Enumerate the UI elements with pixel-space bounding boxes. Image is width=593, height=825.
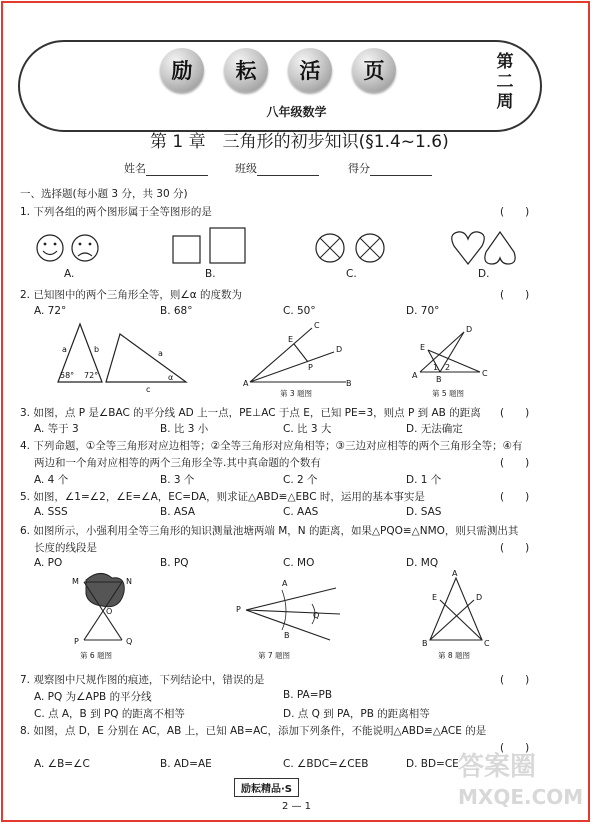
- fig-label: D: [336, 345, 343, 354]
- answer-paren: ( ): [500, 674, 530, 686]
- fig-label: P: [308, 363, 313, 372]
- q4-option: A. 4 个: [34, 474, 69, 486]
- answer-paren: ( ): [500, 742, 530, 754]
- q2-option: D. 70°: [406, 305, 440, 317]
- q5-option: D. SAS: [406, 506, 442, 518]
- answer-paren: ( ): [500, 289, 530, 301]
- q1-option: A.: [64, 268, 75, 280]
- q5-option: C. AAS: [283, 506, 319, 518]
- fig-label: E: [288, 335, 294, 344]
- fig-label: 1: [433, 363, 439, 372]
- q6-option: D. MQ: [406, 557, 439, 569]
- q4-option: B. 3 个: [160, 474, 195, 486]
- answer-paren: ( ): [500, 206, 530, 218]
- question-8: 8. 如图，点 D，E 分别在 AC，AB 上，已知 AB=AC，添加下列条件，不能说明△ABD≌△ACE 的是: [20, 725, 487, 737]
- q1-figures: [30, 226, 530, 272]
- logo-char: 励: [160, 48, 204, 92]
- figure-caption: 第 7 题图: [258, 651, 291, 660]
- fig-label: C: [314, 321, 320, 330]
- footer-brand: 励耘精品·S: [234, 778, 299, 797]
- name-field: 姓名: [124, 160, 208, 176]
- q7-option: A. PQ 为∠APB 的平分线: [34, 691, 152, 703]
- question-4-line2: 两边和一个角对应相等的两个三角形全等.其中真命题的个数有: [34, 457, 321, 469]
- fig-label: A: [243, 379, 249, 388]
- q2-option: B. 68°: [160, 305, 193, 317]
- q3-option: C. 比 3 大: [283, 423, 332, 435]
- logo-char: 活: [288, 48, 332, 92]
- q2-option: A. 72°: [34, 305, 67, 317]
- fig-label: Q: [313, 611, 320, 620]
- fig-label: a: [62, 345, 67, 354]
- subject-title: 八年级数学: [266, 105, 327, 119]
- q3-option: B. 比 3 小: [160, 423, 209, 435]
- q7-option: B. PA=PB: [283, 689, 333, 701]
- fig-label: E: [420, 343, 426, 352]
- question-1: 1. 下列各组的两个图形属于全等图形的是: [20, 206, 212, 218]
- fig-label: B: [436, 375, 442, 384]
- fig-label: O: [106, 607, 113, 616]
- week-char: 二: [496, 72, 514, 92]
- q3-option: A. 等于 3: [34, 423, 79, 435]
- fig-label: D: [466, 325, 473, 334]
- question-6: 6. 如图所示，小强利用全等三角形的知识测量池塘两端 M，N 的距离，如果△PQO≌△NMO，则只需测出其: [20, 525, 519, 537]
- watermark-line: 答案圈: [458, 752, 537, 782]
- figure-caption: 第 5 题图: [432, 389, 465, 398]
- figure-caption: 第 6 题图: [80, 651, 113, 660]
- class-field: 班级: [235, 160, 319, 176]
- fig-label: Q: [126, 637, 133, 646]
- logo-char: 耘: [224, 48, 268, 92]
- fig-label: A: [452, 570, 458, 578]
- question-3: 3. 如图，点 P 是∠BAC 的平分线 AD 上一点，PE⊥AC 于点 E，已知 PE=3，则点 P 到 AB 的距离: [20, 407, 481, 419]
- q7-option: C. 点 A，B 到 PQ 的距离不相等: [34, 708, 185, 720]
- figure-caption: 第 3 题图: [280, 389, 313, 398]
- week-char: 第: [496, 52, 514, 72]
- q4-option: D. 1 个: [406, 474, 442, 486]
- fig-label: α: [168, 373, 174, 382]
- answer-paren: ( ): [500, 407, 530, 419]
- chapter-title: 第 1 章 三角形的初步知识(§1.4~1.6): [150, 132, 449, 152]
- q6-option: C. MO: [283, 557, 315, 569]
- q8-option: C. ∠BDC=∠CEB: [283, 758, 369, 770]
- q5-option: A. SSS: [34, 506, 68, 518]
- question-6-line2: 长度的线段是: [34, 542, 97, 554]
- fig-label: C: [482, 369, 488, 378]
- q7-option: D. 点 Q 到 PA，PB 的距离相等: [283, 708, 430, 720]
- fig-label: 2: [445, 363, 451, 372]
- figure-caption: 第 8 题图: [438, 651, 471, 660]
- question-7: 7. 观察图中尺规作图的痕迹，下列结论中，错误的是: [20, 674, 265, 686]
- q1-option: C.: [346, 268, 357, 280]
- fig-label: B: [346, 379, 352, 388]
- fig-label: C: [484, 639, 490, 648]
- question-2: 2. 已知图中的两个三角形全等，则∠α 的度数为: [20, 289, 243, 301]
- fig-label: N: [126, 577, 132, 586]
- q5-option: B. ASA: [160, 506, 196, 518]
- q6-option: B. PQ: [160, 557, 189, 569]
- fig-label: P: [236, 605, 241, 614]
- fig-label: a: [158, 349, 163, 358]
- answer-paren: ( ): [500, 457, 530, 469]
- answer-paren: ( ): [500, 491, 530, 503]
- fig-label: M: [72, 577, 79, 586]
- fig-label: D: [476, 593, 483, 602]
- fig-label: B: [422, 639, 428, 648]
- question-5: 5. 如图，∠1=∠2，∠E=∠A，EC=DA，则求证△ABD≌△EBC 时，运用的基本事实是: [20, 491, 425, 503]
- q3-option: D. 无法确定: [406, 423, 463, 435]
- q4-option: C. 2 个: [283, 474, 318, 486]
- q8-option: D. BD=CE: [406, 758, 459, 770]
- logo-char: 页: [352, 48, 396, 92]
- section-title: 一、选择题(每小题 3 分，共 30 分): [20, 188, 188, 200]
- fig-label: P: [74, 637, 79, 646]
- q1-option: B.: [205, 268, 216, 280]
- fig-label: B: [284, 631, 290, 640]
- q1-option: D.: [478, 268, 490, 280]
- q2-option: C. 50°: [283, 305, 316, 317]
- fig-label: 72°: [84, 371, 99, 380]
- fig-label: b: [94, 345, 100, 354]
- q8-option: B. AD=AE: [160, 758, 212, 770]
- fig-label: A: [282, 579, 288, 588]
- figures-row-2: [50, 570, 550, 660]
- answer-paren: ( ): [500, 542, 530, 554]
- question-4: 4. 下列命题，①全等三角形对应边相等；②全等三角形对应角相等；③三边对应相等的两个三角形全等；④有: [20, 440, 523, 452]
- score-field: 得分: [348, 160, 432, 176]
- watermark: [458, 752, 586, 820]
- week-char: 周: [496, 92, 514, 112]
- q8-option: A. ∠B=∠C: [34, 758, 90, 770]
- q6-option: A. PO: [34, 557, 63, 569]
- page-number: 2 — 1: [281, 801, 312, 812]
- fig-label: 58°: [60, 371, 75, 380]
- fig-label: E: [432, 593, 438, 602]
- fig-label: c: [146, 385, 151, 394]
- watermark-line: MXQE.COM: [458, 785, 584, 809]
- fig-label: A: [412, 371, 418, 380]
